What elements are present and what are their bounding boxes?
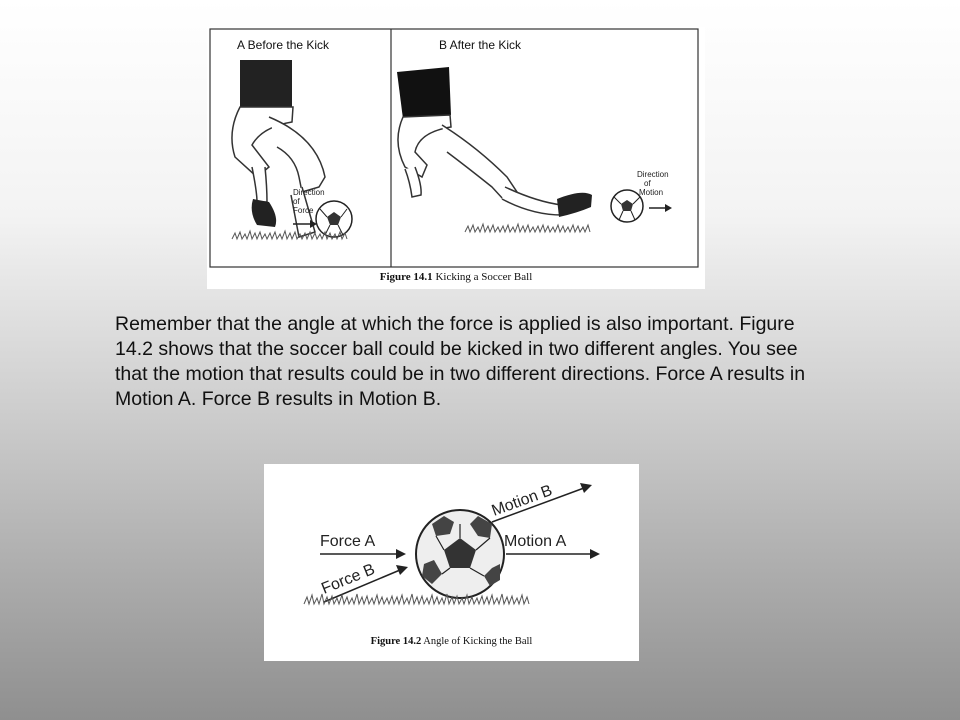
direction-of-force-line3: Force [293,206,314,215]
body-paragraph: Remember that the angle at which the force is applied is also important. Figure 14.2 shows that the soccer ball could be kicked in two different angles. You see that the motion that results could be in two different directions. Force A results in Motion A. Force B results in Motion B. [115,313,806,410]
motion-arrow [649,204,672,212]
motion-a-label: Motion A [504,533,567,550]
direction-of-motion-line3: Motion [639,188,664,197]
panel-a-title: A Before the Kick [237,38,330,52]
caption-text: Kicking a Soccer Ball [435,271,533,283]
panel-b-title: B After the Kick [439,38,522,52]
caption-number: Figure 14.1 [379,271,433,283]
leg-after-kick [397,67,592,217]
force-b-label: Force B [319,560,378,598]
direction-of-motion-line1: Direction [637,170,669,179]
direction-of-force-line2: of [293,197,300,206]
kicking-illustration [207,27,705,289]
figure-14-1-caption [207,271,705,283]
figure-14-2-caption [264,636,639,647]
motion-a-arrow [506,549,600,559]
soccer-ball-icon [416,510,504,598]
direction-of-force-line1: Direction [293,188,325,197]
force-a-arrow [320,549,406,559]
force-a-label: Force A [320,533,376,550]
figure-14-1 [207,27,705,289]
caption-number: Figure 14.2 [370,636,422,647]
grass [465,224,590,232]
soccer-ball-icon [316,201,352,237]
direction-of-motion-line2: of [644,179,651,188]
figure-14-2 [264,464,639,661]
angle-illustration [264,464,639,661]
motion-b-label: Motion B [489,482,555,520]
caption-text: Angle of Kicking the Ball [423,636,533,647]
